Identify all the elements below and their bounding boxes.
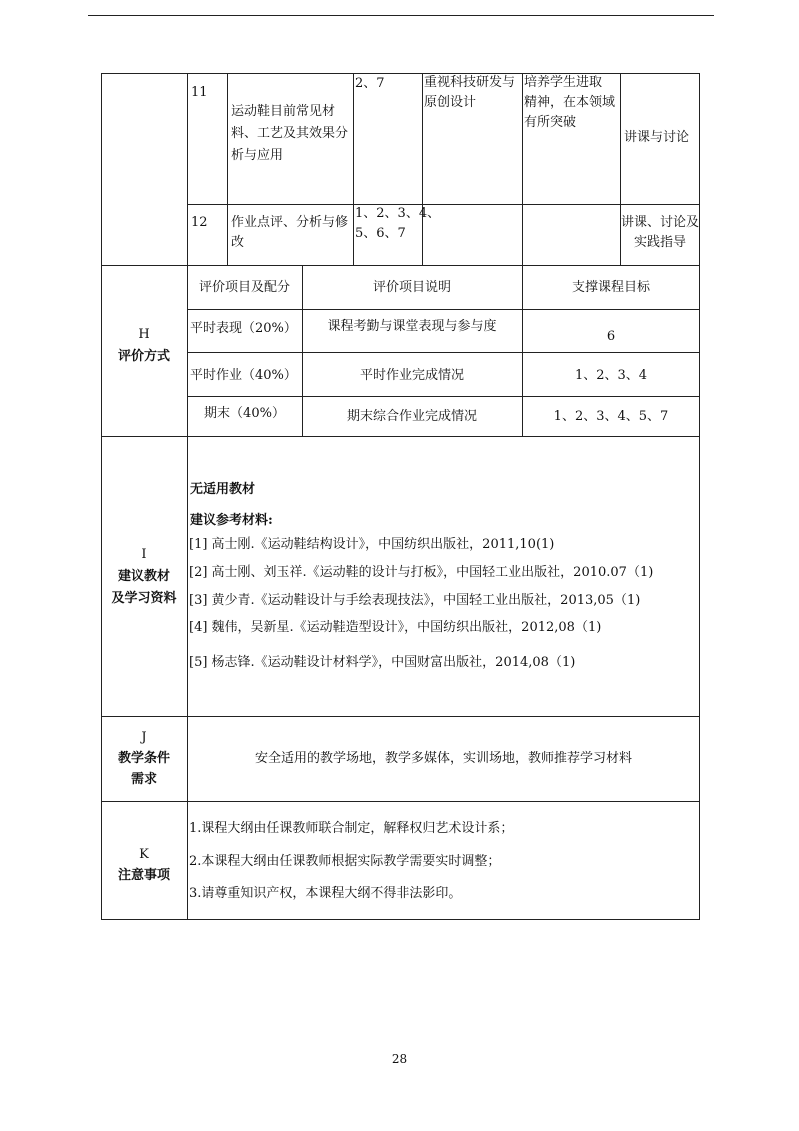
section-letter: I [141, 547, 147, 562]
section-letter: H [138, 327, 150, 342]
eval-goals: 1、2、3、4 [574, 368, 648, 383]
method-line: 实践指导 [633, 235, 686, 250]
section-letter: J [141, 730, 147, 745]
section-j-label [101, 727, 187, 790]
section-title: 及学习资料 [111, 591, 177, 606]
goal-line: 精神，在本领域 [524, 95, 616, 110]
section-title: 建议教材 [117, 569, 170, 584]
header-rule [88, 15, 714, 16]
eval-header-goals: 支撑课程目标 [571, 280, 650, 295]
eval-desc: 课程考勤与课堂表现与参与度 [327, 319, 497, 334]
ideology-line: 原创设计 [424, 95, 477, 110]
note-item: 2.本课程大纲由任课教师根据实际教学需要实时调整； [189, 854, 501, 869]
topic-line: 改 [231, 235, 245, 250]
note-item: 1.课程大纲由任课教师联合制定，解释权归艺术设计系； [189, 821, 514, 836]
reference-item: [4] 魏伟，吴新星.《运动鞋造型设计》，中国纺织出版社，2012,08（1) [189, 620, 602, 635]
ideology-line: 重视科技研发与 [424, 75, 516, 90]
refs-heading: 建议参考材料: [190, 513, 273, 528]
eval-desc: 期末综合作业完成情况 [346, 409, 477, 424]
section-letter: K [139, 847, 149, 862]
reference-item: [2] 高士刚、刘玉祥.《运动鞋的设计与打板》，中国轻工业出版社，2010.07（1) [189, 565, 654, 580]
section-title: 注意事项 [117, 868, 170, 883]
no-textbook-note: 无适用教材 [190, 482, 256, 497]
reference-item: [3] 黄少青.《运动鞋设计与手绘表现技法》，中国轻工业出版社，2013,05（1) [189, 593, 641, 608]
note-item: 3.请尊重知识产权，本课程大纲不得非法影印。 [189, 886, 462, 901]
section-h-label [101, 324, 187, 368]
topic-line: 析与应用 [231, 148, 284, 163]
reference-item: [1] 高士刚.《运动鞋结构设计》，中国纺织出版社，2011,10(1) [189, 537, 555, 552]
row-number: 12 [191, 215, 208, 230]
topic-cell [231, 101, 348, 167]
goals-line: 1、2、3、4、 [355, 206, 441, 221]
section-title: 需求 [130, 772, 157, 787]
eval-item: 平时表现（20%） [190, 321, 297, 336]
goals-line: 5、6、7 [355, 226, 406, 241]
eval-item: 平时作业（40%） [190, 368, 297, 383]
eval-goals: 6 [606, 329, 616, 344]
section-title: 教学条件 [117, 751, 170, 766]
topic-line: 料、工艺及其效果分 [231, 126, 349, 141]
section-i-label [101, 544, 187, 610]
eval-goals: 1、2、3、4、5、7 [553, 409, 669, 424]
section-title: 评价方式 [117, 349, 170, 364]
method-cell: 讲课与讨论 [624, 130, 690, 145]
goals-cell: 2、7 [355, 76, 385, 91]
eval-desc: 平时作业完成情况 [359, 368, 464, 383]
goals-cell [355, 204, 440, 244]
goal-line: 有所突破 [524, 115, 577, 130]
topic-line: 作业点评、分析与修 [231, 215, 349, 230]
method-line: 讲课、讨论及 [620, 215, 699, 230]
method-cell [620, 213, 700, 253]
topic-line: 运动鞋目前常见材 [231, 104, 336, 119]
ideology-goal-cell [524, 73, 615, 133]
eval-header-desc: 评价项目说明 [372, 280, 451, 295]
eval-item: 期末（40%） [204, 406, 285, 421]
section-k-label [101, 844, 187, 886]
reference-item: [5] 杨志锋.《运动鞋设计材料学》，中国财富出版社，2014,08（1) [189, 655, 576, 670]
ideology-cell [424, 73, 515, 113]
eval-header-item: 评价项目及配分 [198, 280, 290, 295]
page-number: 28 [391, 1052, 408, 1066]
goal-line: 培养学生进取 [524, 75, 603, 90]
teaching-conditions: 安全适用的教学场地，教学多媒体，实训场地，教师推荐学习材料 [254, 751, 632, 766]
topic-cell [231, 213, 348, 253]
row-number: 11 [191, 85, 208, 100]
